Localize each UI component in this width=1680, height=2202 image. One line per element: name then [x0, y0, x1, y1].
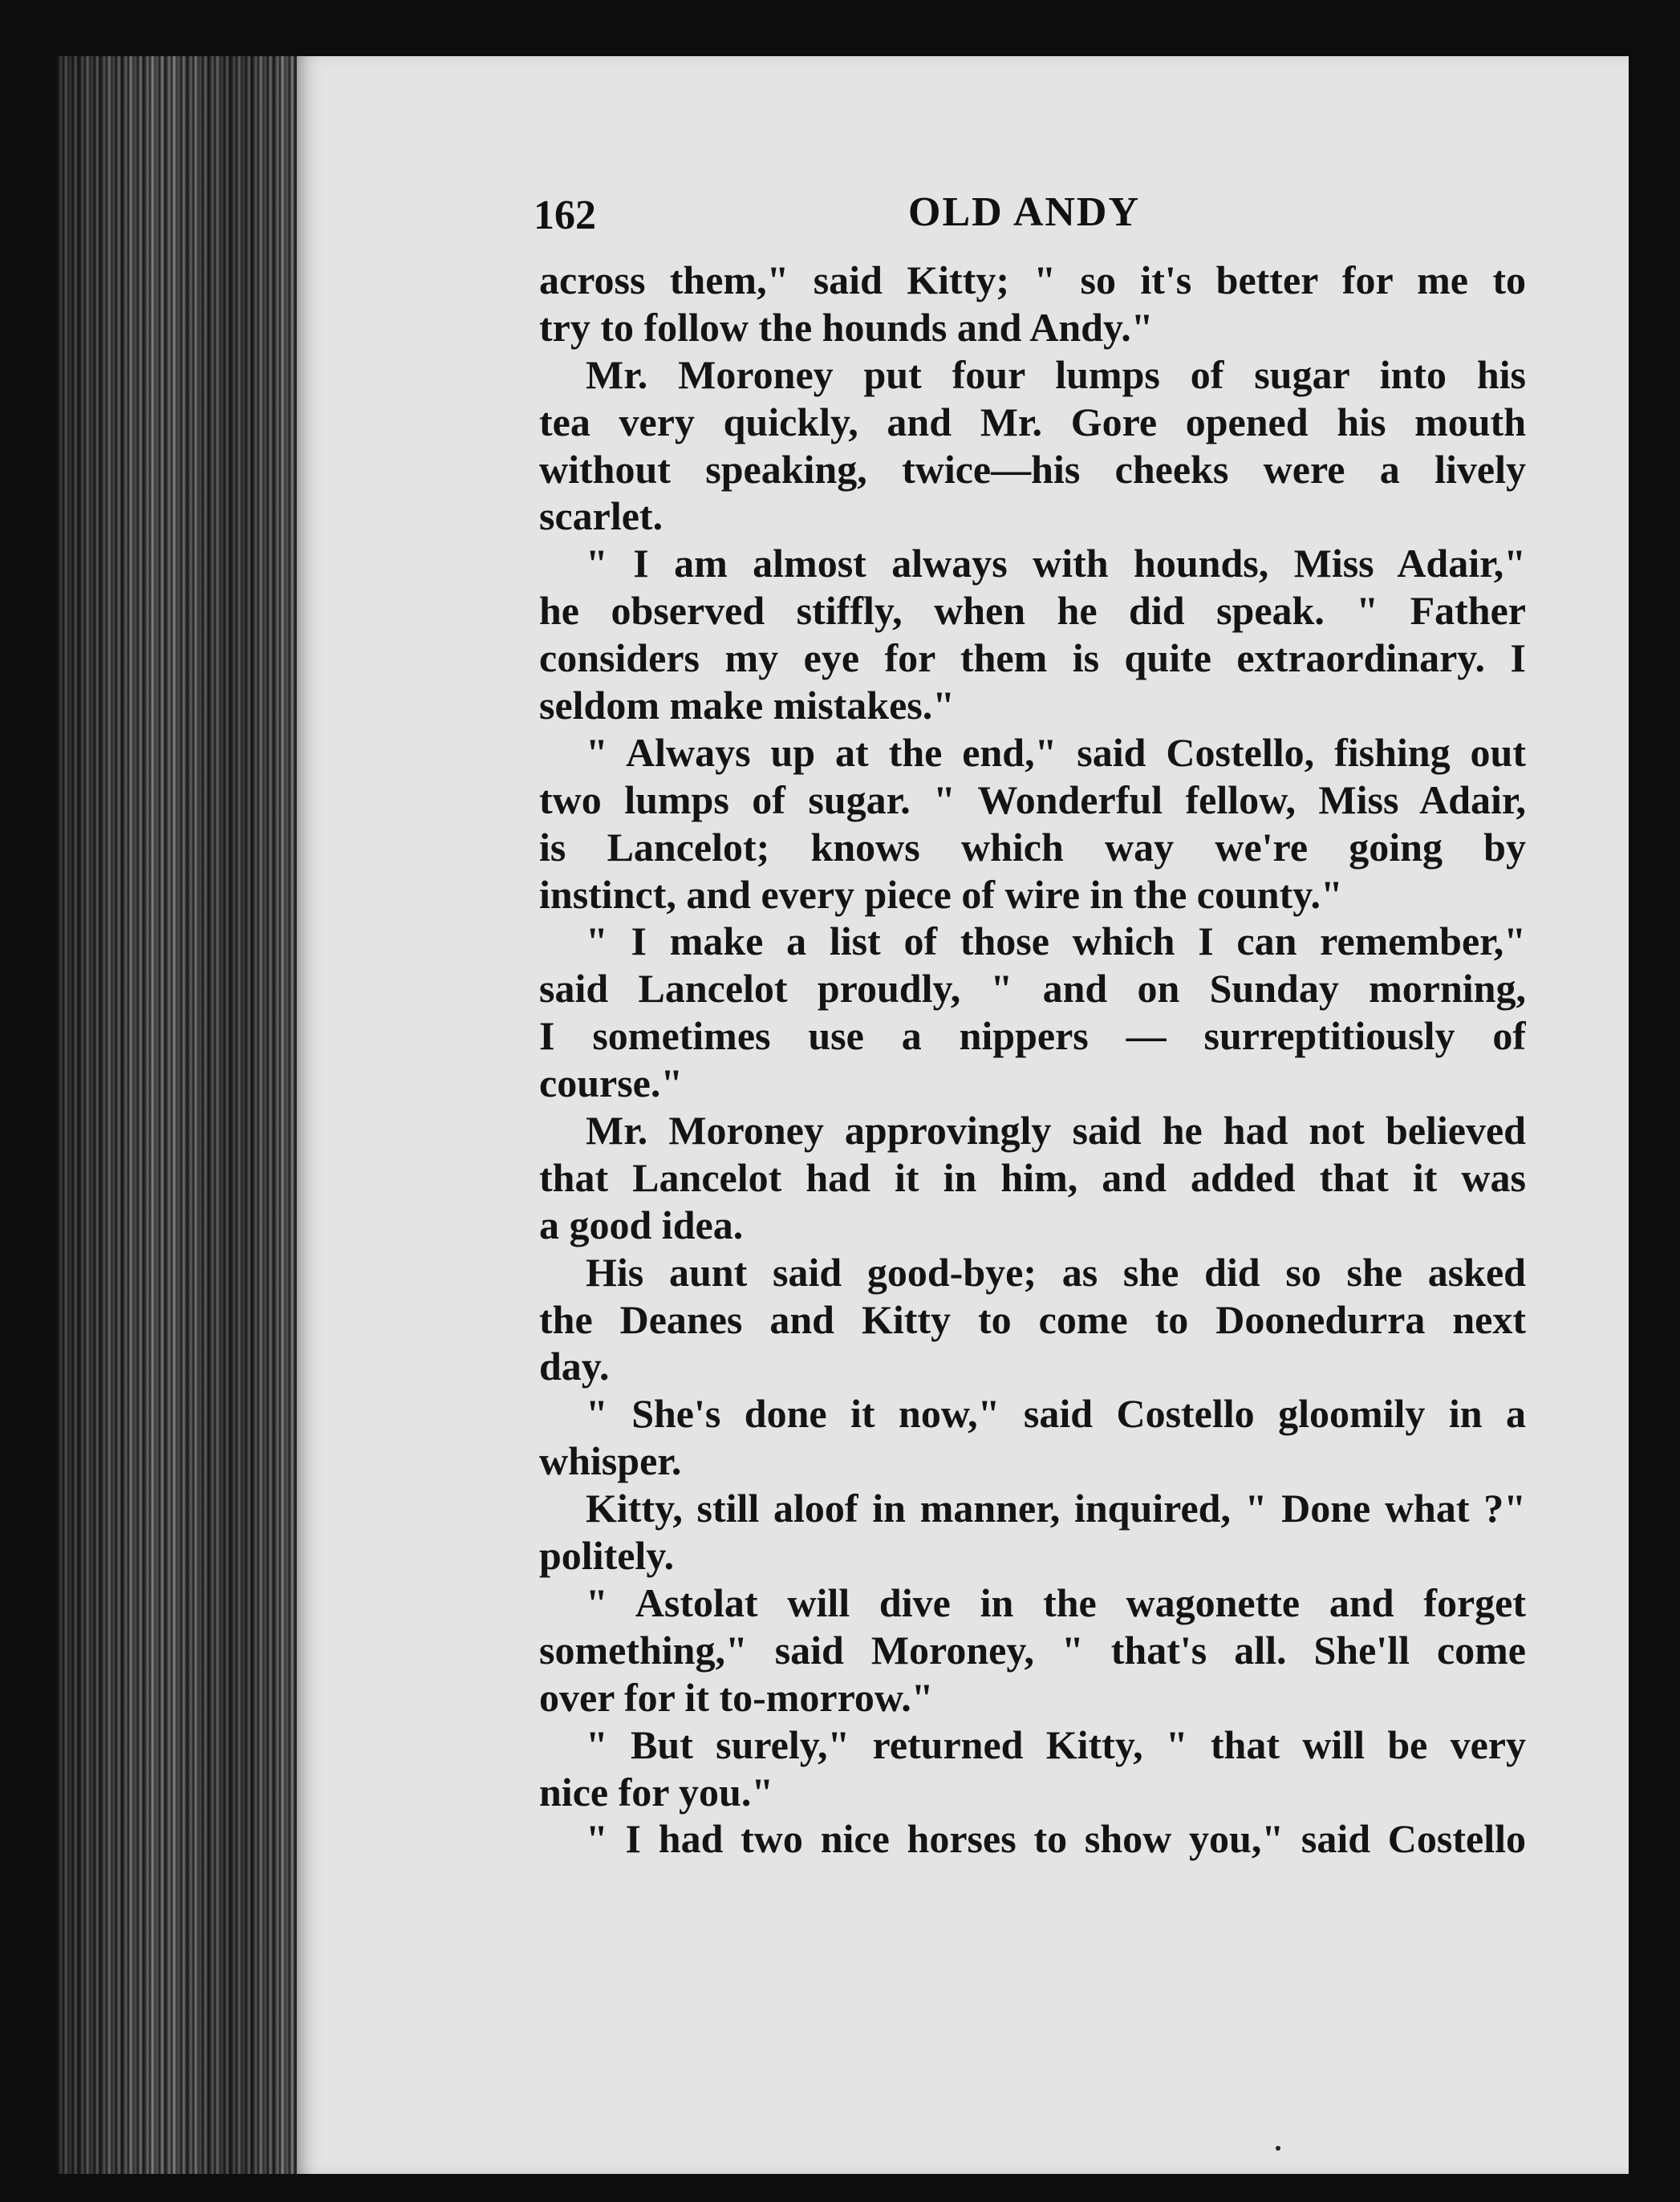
- text-line: the Deanes and Kitty to come to Doonedurra next: [539, 1296, 1526, 1342]
- text-line: said Lancelot proudly, " and on Sunday morning,: [539, 966, 1526, 1012]
- text-line: over for it to-morrow.": [539, 1674, 934, 1720]
- running-head: OLD ANDY: [908, 189, 1141, 235]
- text-line: nice for you.": [539, 1769, 774, 1815]
- text-line: His aunt said good-bye; as she did so she asked: [586, 1249, 1526, 1295]
- text-line: whisper.: [539, 1438, 682, 1484]
- page-number: 162: [534, 193, 596, 238]
- text-line: try to follow the hounds and Andy.": [539, 304, 1154, 350]
- text-line: two lumps of sugar. " Wonderful fellow, Miss Adair,: [539, 777, 1526, 822]
- text-line: " But surely," returned Kitty, " that will be very: [586, 1721, 1526, 1767]
- text-line: course.": [539, 1060, 684, 1106]
- text-line: scarlet.: [539, 493, 663, 539]
- text-line: Kitty, still aloof in manner, inquired, " Done what ?": [586, 1486, 1526, 1531]
- text-line: " I am almost always with hounds, Miss Adair,": [586, 541, 1526, 586]
- text-line: seldom make mistakes.": [539, 683, 956, 728]
- text-line: Mr. Moroney approvingly said he had not believed: [586, 1108, 1526, 1154]
- text-line: something," said Moroney, " that's all. She'll come: [539, 1627, 1526, 1673]
- text-line: politely.: [539, 1533, 675, 1579]
- text-line: I sometimes use a nippers — surreptitiously of: [539, 1013, 1526, 1059]
- text-line: " Always up at the end," said Costello, fishing out: [586, 729, 1526, 775]
- text-line: across them," said Kitty; " so it's better for me to: [539, 258, 1526, 302]
- text-line: without speaking, twice—his cheeks were a lively: [539, 446, 1526, 492]
- page-header: [534, 189, 1175, 245]
- text-line: instinct, and every piece of wire in the county.": [539, 871, 1343, 917]
- text-line: is Lancelot; knows which way we're going by: [539, 824, 1526, 870]
- text-line: a good idea.: [539, 1202, 744, 1247]
- text-line: " I make a list of those which I can remember,": [586, 919, 1526, 964]
- text-line: that Lancelot had it in him, and added that it was: [539, 1154, 1526, 1200]
- text-line: considers my eye for them is quite extraordinary. I: [539, 635, 1526, 681]
- text-line: day.: [539, 1344, 610, 1389]
- speck-mark: [1276, 2146, 1280, 2151]
- text-line: he observed stiffly, when he did speak. " Father: [539, 588, 1526, 634]
- book-edge-shadow: [56, 56, 297, 2174]
- text-line: " She's done it now," said Costello gloomily in a: [586, 1391, 1526, 1437]
- text-line: " Astolat will dive in the wagonette and forget: [586, 1580, 1526, 1625]
- body-text: [539, 257, 1526, 1863]
- text-line: Mr. Moroney put four lumps of sugar into his: [586, 351, 1526, 397]
- text-line: " I had two nice horses to show you," said Costello: [586, 1816, 1526, 1862]
- text-line: tea very quickly, and Mr. Gore opened his mouth: [539, 399, 1526, 444]
